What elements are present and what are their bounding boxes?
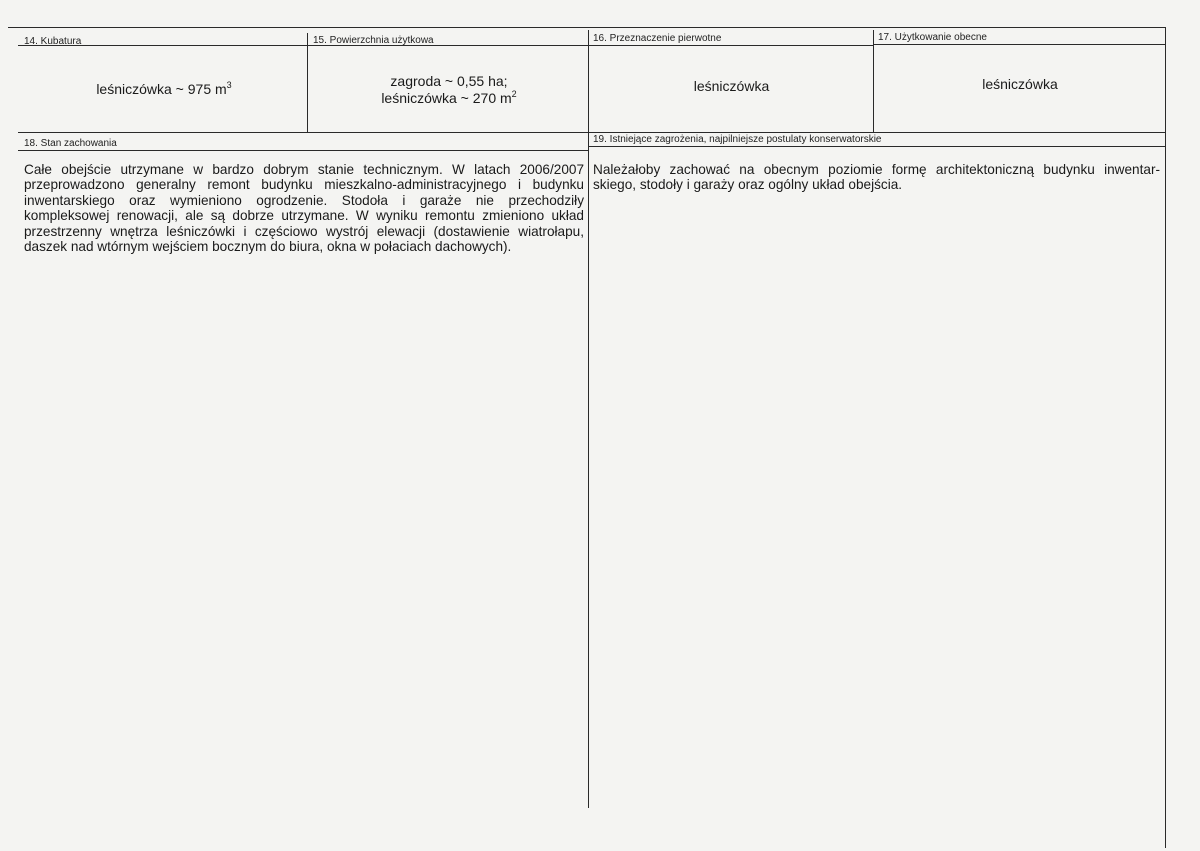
field-18-label: 18. Stan zachowania	[24, 138, 117, 149]
field-14-text: leśniczówka ~ 975 m	[96, 81, 227, 97]
field-14-value	[20, 81, 308, 98]
field-18-line: przeprowadzono generalny remont budynku mieszkalno-administracyjnego i budynku	[24, 177, 584, 193]
field-15-value	[310, 73, 588, 107]
column-divider-2	[588, 30, 589, 808]
field-18-text	[24, 162, 584, 254]
field-17-value: leśniczówka	[982, 76, 1058, 92]
field-19-text	[593, 162, 1160, 193]
right-border	[1165, 28, 1166, 848]
column-divider-3	[873, 30, 874, 132]
field-19-line: Należałoby zachować na obecnym poziomie formę architektoniczną budynku inwentar-	[593, 162, 1160, 177]
row2-label-divider-right	[588, 146, 1166, 147]
field-18-line: Całe obejście utrzymane w bardzo dobrym stanie technicznym. W latach 2006/2007	[24, 162, 584, 177]
field-18-line: przestrzenny wnętrza leśniczówki i częściowo wystrój elewacji (dostawienie wiatrołapu,	[24, 223, 584, 239]
top-border	[8, 27, 1166, 28]
row1-divider	[588, 45, 873, 46]
row1-divider	[873, 44, 1165, 45]
field-14-label: 14. Kubatura	[24, 36, 82, 47]
field-18-line: kompleksowej renowacji, ale są dobrze utrzymane. W wyniku remontu zmieniono układ	[24, 208, 584, 224]
field-15-superscript: 2	[511, 89, 517, 99]
row2-top-border	[18, 132, 1166, 133]
field-19-line: skiego, stodoły i garaży oraz ogólny układ obejścia.	[593, 177, 903, 193]
field-18-line: daszek nad wtórnym wejściem bocznym do biura, okna w połaciach dachowych).	[24, 239, 512, 255]
field-15-label: 15. Powierzchnia użytkowa	[313, 35, 434, 46]
field-19-label: 19. Istniejące zagrożenia, najpilniejsze postulaty konserwatorskie	[593, 134, 882, 145]
field-18-line: inwentarskiego oraz wymieniono ogrodzenie. Stodoła i garaże nie przechodziły	[24, 192, 584, 208]
field-15-line2: leśniczówka ~ 270 m	[381, 90, 512, 106]
field-17-label: 17. Użytkowanie obecne	[878, 32, 987, 43]
field-16-label: 16. Przeznaczenie pierwotne	[593, 33, 722, 44]
field-15-line1: zagroda ~ 0,55 ha;	[390, 73, 508, 89]
field-16-value: leśniczówka	[693, 78, 770, 94]
field-14-superscript: 3	[226, 80, 232, 90]
row2-label-divider-left	[18, 150, 588, 151]
